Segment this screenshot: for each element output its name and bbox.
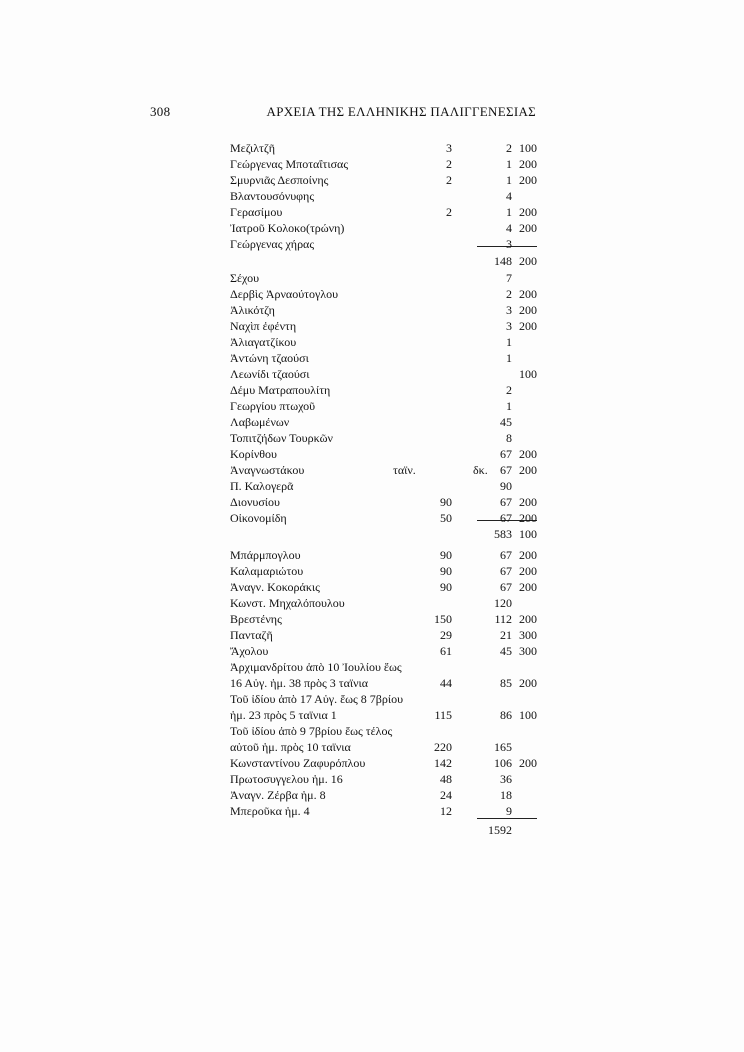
entry-name: Διονυσίου: [230, 495, 280, 509]
entry-name: Βλαντουσόνυφης: [230, 189, 315, 203]
entry-name: Κωνσταντίνου Ζαφυρόπλου: [230, 756, 366, 770]
amount-first: 90: [440, 495, 452, 509]
amount-second: 67: [500, 580, 512, 594]
amount-third: 200: [519, 511, 537, 525]
amount-second: 1: [506, 335, 512, 349]
ledger-row: [0, 318, 744, 334]
ledger-row: [0, 707, 744, 723]
amount-second: 2: [506, 287, 512, 301]
ledger-row: [0, 236, 744, 252]
amount-first: 2: [446, 157, 452, 171]
entry-name: Ἄχολου: [230, 644, 269, 658]
ledger-row: [0, 787, 744, 803]
amount-third: 200: [519, 319, 537, 333]
entry-name: Ἀναγνωστάκου: [230, 463, 305, 477]
amount-third: 200: [519, 447, 537, 461]
amount-first: 48: [440, 772, 452, 786]
ledger-row: [0, 140, 744, 156]
amount-first: 29: [440, 628, 452, 642]
amount-second: 7: [506, 271, 512, 285]
amount-first: 90: [440, 564, 452, 578]
entry-name: Κορίνθου: [230, 447, 277, 461]
amount-third: 200: [519, 612, 537, 626]
entry-name: Δερβὶς Ἀρναούτογλου: [230, 287, 339, 301]
entry-name: Τοῦ ἰδίου ἀπὸ 17 Αὐγ. ἕως 8 7βρίου: [230, 692, 404, 706]
entry-name: Δέμυ Ματραπουλίτη: [230, 383, 331, 397]
entry-name: Λαβωμένων: [230, 415, 290, 429]
amount-third: 200: [519, 173, 537, 187]
ledger-row: [0, 220, 744, 236]
amount-third: 200: [519, 157, 537, 171]
amount-first: 3: [446, 141, 452, 155]
amount-first: 50: [440, 511, 452, 525]
entry-name: Ἀναγν. Κοκοράκις: [230, 580, 320, 594]
amount-first: 2: [446, 205, 452, 219]
amount-second: 36: [500, 772, 512, 786]
entry-name: Λεωνίδι τζαούσι: [230, 367, 310, 381]
ledger-row: [0, 270, 744, 286]
unit-mark: δκ.: [473, 463, 488, 477]
ledger-row: [0, 204, 744, 220]
ledger-row: [0, 675, 744, 691]
amount-second: 9: [506, 804, 512, 818]
amount-second: 4: [506, 221, 512, 235]
ledger-row: [0, 659, 744, 675]
ledger-row: [0, 510, 744, 526]
ledger-row: [0, 478, 744, 494]
entry-name: Μεζιλτζῆ: [230, 141, 276, 155]
amount-third: 100: [519, 141, 537, 155]
ledger-row: [0, 382, 744, 398]
amount-second: 1: [506, 205, 512, 219]
amount-first: 24: [440, 788, 452, 802]
amount-third: 100: [519, 367, 537, 381]
amount-first: 220: [434, 740, 452, 754]
entry-name: Ἰατροῦ Κολοκο(τρώνη): [230, 221, 345, 235]
amount-third: 100: [519, 527, 537, 541]
entry-name: Πρωτοσυγγελου ἡμ. 16: [230, 772, 343, 786]
amount-second: 67: [500, 548, 512, 562]
entry-name: Ναχὶπ ἐφέντη: [230, 319, 297, 333]
unit-mark: ταϊν.: [393, 463, 416, 477]
entry-name: Καλαμαριώτου: [230, 564, 304, 578]
amount-second: 2: [506, 383, 512, 397]
amount-second: 1: [506, 351, 512, 365]
amount-second: 1: [506, 173, 512, 187]
ledger-row: [0, 691, 744, 707]
amount-third: 200: [519, 756, 537, 770]
entry-name: Μπεροῦκα ἡμ. 4: [230, 804, 310, 818]
amount-second: 1592: [488, 823, 512, 837]
ledger-row: [0, 771, 744, 787]
amount-second: 90: [500, 479, 512, 493]
amount-first: 2: [446, 173, 452, 187]
entry-name: Τοπιτζήδων Τουρκῶν: [230, 431, 333, 445]
entry-name: αὐτοῦ ἡμ. πρὸς 10 ταϊνια: [230, 740, 351, 754]
subtotal-row: [0, 526, 744, 542]
ledger-row: [0, 430, 744, 446]
entry-name: 16 Αὐγ. ἡμ. 38 πρὸς 3 ταϊνια: [230, 676, 369, 690]
entry-name: Σμυρνιᾶς Δεσποίνης: [230, 173, 329, 187]
amount-third: 200: [519, 463, 537, 477]
entry-name: Γεωργίου πτωχοῦ: [230, 399, 316, 413]
entry-name: Βρεστένης: [230, 612, 282, 626]
amount-second: 148: [494, 254, 512, 268]
entry-name: Πανταζῆ: [230, 628, 273, 642]
entry-name: Γεώργενας Μποταΐτισας: [230, 157, 349, 171]
ledger-row: [0, 366, 744, 382]
running-title: ΑΡΧΕΙΑ ΤΗΣ ΕΛΛΗΝΙΚΗΣ ΠΑΛΙΓΓΕΝΕΣΙΑΣ: [266, 104, 536, 119]
amount-second: 67: [500, 564, 512, 578]
amount-first: 150: [434, 612, 452, 626]
entry-name: Μπάρμπογλου: [230, 548, 301, 562]
amount-second: 8: [506, 431, 512, 445]
amount-third: 200: [519, 548, 537, 562]
amount-second: 67: [500, 447, 512, 461]
ledger-row: [0, 643, 744, 659]
amount-first: 90: [440, 580, 452, 594]
amount-second: 1: [506, 399, 512, 413]
amount-second: 21: [500, 628, 512, 642]
ledger-row: [0, 579, 744, 595]
amount-first: 12: [440, 804, 452, 818]
ledger-row: [0, 595, 744, 611]
amount-third: 300: [519, 628, 537, 642]
amount-second: 18: [500, 788, 512, 802]
amount-third: 200: [519, 221, 537, 235]
amount-third: 200: [519, 287, 537, 301]
amount-second: 3: [506, 237, 512, 251]
amount-first: 90: [440, 548, 452, 562]
entry-name: Ἀλικότζη: [230, 303, 275, 317]
amount-third: 100: [519, 708, 537, 722]
ledger-row: [0, 547, 744, 563]
amount-third: 200: [519, 205, 537, 219]
amount-first: 44: [440, 676, 452, 690]
ledger-row: [0, 739, 744, 755]
amount-second: 85: [500, 676, 512, 690]
amount-second: 67: [500, 495, 512, 509]
amount-third: 200: [519, 580, 537, 594]
entry-name: Γεώργενας χήρας: [230, 237, 315, 251]
ledger-row: [0, 723, 744, 739]
amount-third: 200: [519, 254, 537, 268]
ledger-row: [0, 462, 744, 478]
amount-second: 67: [500, 511, 512, 525]
amount-third: 300: [519, 644, 537, 658]
amount-second: 67: [500, 463, 512, 477]
ledger-row: [0, 611, 744, 627]
entry-name: Οἰκονομίδη: [230, 511, 287, 525]
entry-name: ἡμ. 23 πρὸς 5 ταϊνια 1: [230, 708, 337, 722]
ledger-row: [0, 627, 744, 643]
amount-second: 120: [494, 596, 512, 610]
amount-third: 200: [519, 495, 537, 509]
subtotal-row: [0, 253, 744, 269]
amount-second: 45: [500, 415, 512, 429]
amount-first: 142: [434, 756, 452, 770]
amount-third: 200: [519, 564, 537, 578]
amount-second: 2: [506, 141, 512, 155]
amount-second: 3: [506, 303, 512, 317]
ledger-row: [0, 350, 744, 366]
ledger-row: [0, 188, 744, 204]
ledger-row: [0, 398, 744, 414]
ledger-row: [0, 563, 744, 579]
entry-name: Π. Καλογερᾶ: [230, 479, 294, 493]
amount-second: 1: [506, 157, 512, 171]
amount-second: 4: [506, 189, 512, 203]
ledger-row: [0, 156, 744, 172]
entry-name: Ἀναγν. Ζέρβα ἡμ. 8: [230, 788, 326, 802]
ledger-row: [0, 302, 744, 318]
ledger-row: [0, 446, 744, 462]
amount-second: 3: [506, 319, 512, 333]
entry-name: Γερασίμου: [230, 205, 283, 219]
amount-second: 112: [494, 612, 512, 626]
entry-name: Κωνστ. Μηχαλόπουλου: [230, 596, 345, 610]
amount-first: 61: [440, 644, 452, 658]
amount-second: 86: [500, 708, 512, 722]
entry-name: Σέχου: [230, 271, 260, 285]
ledger-row: [0, 334, 744, 350]
ledger-row: [0, 172, 744, 188]
entry-name: Τοῦ ἰδίου ἀπὸ 9 7βρίου ἕως τέλος: [230, 724, 393, 738]
ledger-row: [0, 755, 744, 771]
amount-second: 583: [494, 527, 512, 541]
subtotal-row: [0, 822, 744, 838]
amount-second: 45: [500, 644, 512, 658]
ledger-row: [0, 494, 744, 510]
page-number: 308: [150, 104, 171, 119]
amount-second: 165: [494, 740, 512, 754]
amount-first: 115: [434, 708, 452, 722]
ledger-row: [0, 414, 744, 430]
entry-name: Ἀρχιμανδρίτου ἀπὸ 10 Ἰουλίου ἕως: [230, 660, 402, 674]
amount-third: 200: [519, 676, 537, 690]
amount-third: 200: [519, 303, 537, 317]
ledger-row: [0, 286, 744, 302]
amount-second: 106: [494, 756, 512, 770]
ledger-row: [0, 803, 744, 819]
entry-name: Ἀντώνη τζαούσι: [230, 351, 309, 365]
entry-name: Ἀλιαγατζίκου: [230, 335, 297, 349]
